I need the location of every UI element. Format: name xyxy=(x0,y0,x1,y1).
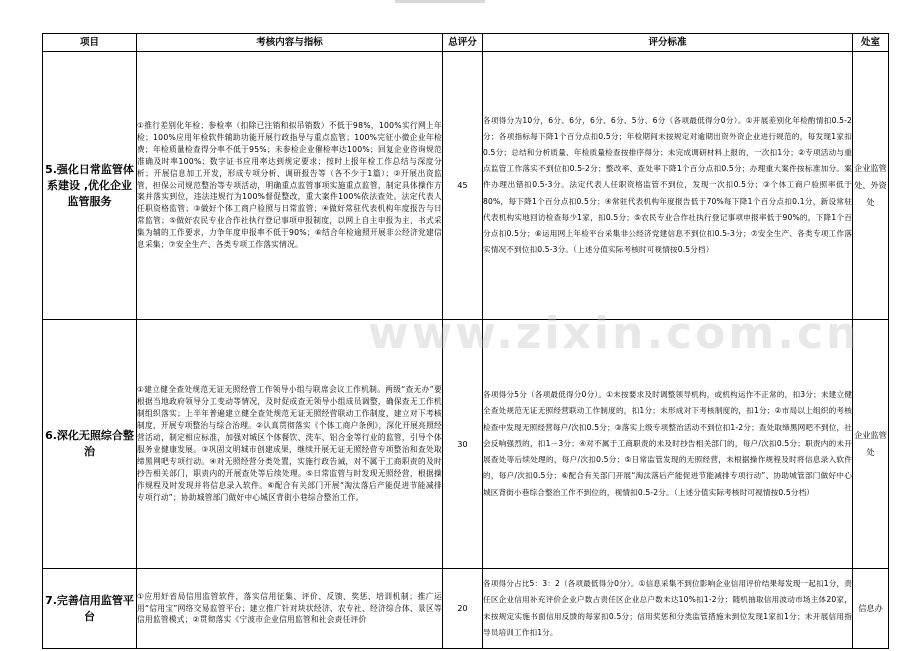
assessment-table xyxy=(42,33,889,649)
row-office: 信息办 xyxy=(853,569,889,649)
row-criteria: 各项得分占比5：3：2（各项最低得分0分）。①信息采集不到位影响企业信用评价结果每发现一起扣1分，责任区企业信用补充评价企业户数占责任区企业总户数未达10%扣1-2分；随机抽取信用波动市场主体20家，未按规定实施书面信用反馈的每家扣0.5分；信用奖惩和分类监管措施未到位发现1家扣1分；未开展信用指导员培训工作扣1分。 xyxy=(483,569,853,649)
row-item: 6.深化无照综合整治 xyxy=(43,320,137,569)
row-criteria: 各项得分5分（各项最低得分0分）。①未按要求及时调整领导机构，或机构运作不正常的，扣3分；未建立健全查处规范无证无照经营联动工作制度的，扣1分；未形成对下考核制度的，扣1分；②市局以上组织的考核检查中发现无照经营每户/次扣0.5分；③落实上级专项整治活动不到位扣1-2分；查处取缔黑网吧不到位，社会反响强烈的，扣1－3分；④对不属于工商职责的未及时抄告相关部门的，每户/次扣0.5分；职责内的未开展查处等后续处理的，每户/次扣0.5分；⑤日常监管发现的无照经营，未根据操作规程及时将信息录入软件的，每户/次扣0.5分；⑥配合有关部门开展“淘汰落后产能促进节能减排专项行动”、协助城管部门做好中心城区背街小巷综合整治工作不到位的，视情扣0.5-2分。（上述分值实际考核时可视情按0.5分档） xyxy=(483,320,853,569)
header-content: 考核内容与指标 xyxy=(137,34,443,52)
table-row xyxy=(43,320,889,569)
header-office: 处室 xyxy=(853,34,889,52)
table-row xyxy=(43,569,889,649)
row-criteria: 各项得分为10分，6分、6分，6分、6分、5分、6分（各项最低得分0分）。①开展差别化年检酌情扣0.5-2分；各项指标每下降1个百分点扣0.5分；年检期间未按规定对逾期出资外资企业进行规范的，每发现1家扣0.5分；总结和分析质量、年检质量检查按排序得分；未完成调研材料上报的，一次扣1分；②专项活动与重点监管工作落实不到位扣0.5-2分；整改率、查处率下降1个百分点扣0.5分；办理重大案件按标准加分。案件办理出错扣0.5-3分。法定代表人任职资格监管不到位，发现一次扣0.5分；③个体工商户验照率低于80%，每下降1个百分点扣0.5分；④常驻代表机构年度报告低于70%每下降1个百分点扣0.1分，新设常驻代表机构实地回访检查每少1家，扣0.5分；⑤农民专业合作社执行登记事项申报率低于90%的，下降1个百分点扣0.5分；⑥运用网上年检平台采集非公经济党建信息不到位扣0.5-3分；⑦安全生产、各类专项工作落实情况不到位扣0.5-3分。（上述分值实际考核时可视情按0.5分档） xyxy=(483,52,853,320)
row-score: 45 xyxy=(443,52,483,320)
row-item: 7.完善信用监管平台 xyxy=(43,569,137,649)
row-office: 企业监管处 xyxy=(853,320,889,569)
watermark: www.zixin.com.cn xyxy=(368,308,861,359)
row-item: 5.强化日常监管体系建设 ,优化企业监管服务 xyxy=(43,52,137,320)
top-edge-mark xyxy=(395,0,485,3)
row-office: 企业监管处、外资处 xyxy=(853,52,889,320)
table-row xyxy=(43,52,889,320)
table-header-row xyxy=(43,34,889,52)
row-content: ①建立健全查处规范无证无照经营工作领导小组与联席会议工作机制。两级“查无办”要根据当地政府领导分工变动等情况，及时促成查无领导小组成员调整，确保查无工作机制组织落实；上半年普遍建立健全查处规范无证无照经营联动工作制度，建立对下考核制度，开展专项整治与综合治理。②认真贯彻落实《个体工商户条例》，深化开展亮照经营活动，制定相应标准，加强对城区个体餐饮、洗车、铝合金等行业的监管，引导个体服务业健康发展。③巩固文明城市创建成果，继续开展无证无照经营专项整治和查处取缔黑网吧专项行动。④对无照经营分类处置，实施行政告诫，对不属于工商职责的及时抄告相关部门，职责内的开展查处等后续处理。⑤日常监管与时发现无照经营，根据操作规程及时发现并将信息录入软件。⑥配合有关部门开展“淘汰落后产能促进节能减排专项行动”；协助城管部门做好中心城区背街小巷综合整治工作。 xyxy=(137,320,443,569)
header-item: 项目 xyxy=(43,34,137,52)
row-content: ①应用好省局信用监管软件，落实信用征集、评价、反馈、奖惩、培训机制；推广运用“信用宝”网络交易监管平台；建立推广针对块状经济、农专社、经济综合体、景区等信用监管模式；②贯彻落实《宁波市企业信用监管和社会责任评价 xyxy=(137,569,443,649)
row-score: 30 xyxy=(443,320,483,569)
header-criteria: 评分标准 xyxy=(483,34,853,52)
header-score: 总评分 xyxy=(443,34,483,52)
row-score: 20 xyxy=(443,569,483,649)
row-content: ①推行差别化年检；参检率（扣除已注销和拟吊销数）不低于98%，100%实行网上年检；100%应用年检软件辅助功能开展行政指导与重点监管；100%完征小微企业年检费；年检质量检查得分率不低于95%；未参检企业催检率达100%；回复企业咨询规范准确及时率100%；数字证书应用率达到规定要求；按时上报年检工作总结与深度分析；开展信息加工开发，形成专项分析、调研报告等（各不少于1篇）；②开展出资监管，担保公司规范整治等专项活动，明确重点监管事项实施重点监管，制定具体操作方案并落实到位，违法违规行为100%督促整改，重大案件100%依法查处。法定代表人任职资格监管；③做好个体工商户验照与日常监管；④做好常驻代表机构年度报告与日常监管；⑤做好农民专业合作社执行登记事项申报制度，以网上自主申报为主、书式采集为辅的工作要求，力争年度申报率不低于90%；⑥结合年检逾照开展非公经济党建信息采集；⑦安全生产、各类专项工作落实情况。 xyxy=(137,52,443,320)
